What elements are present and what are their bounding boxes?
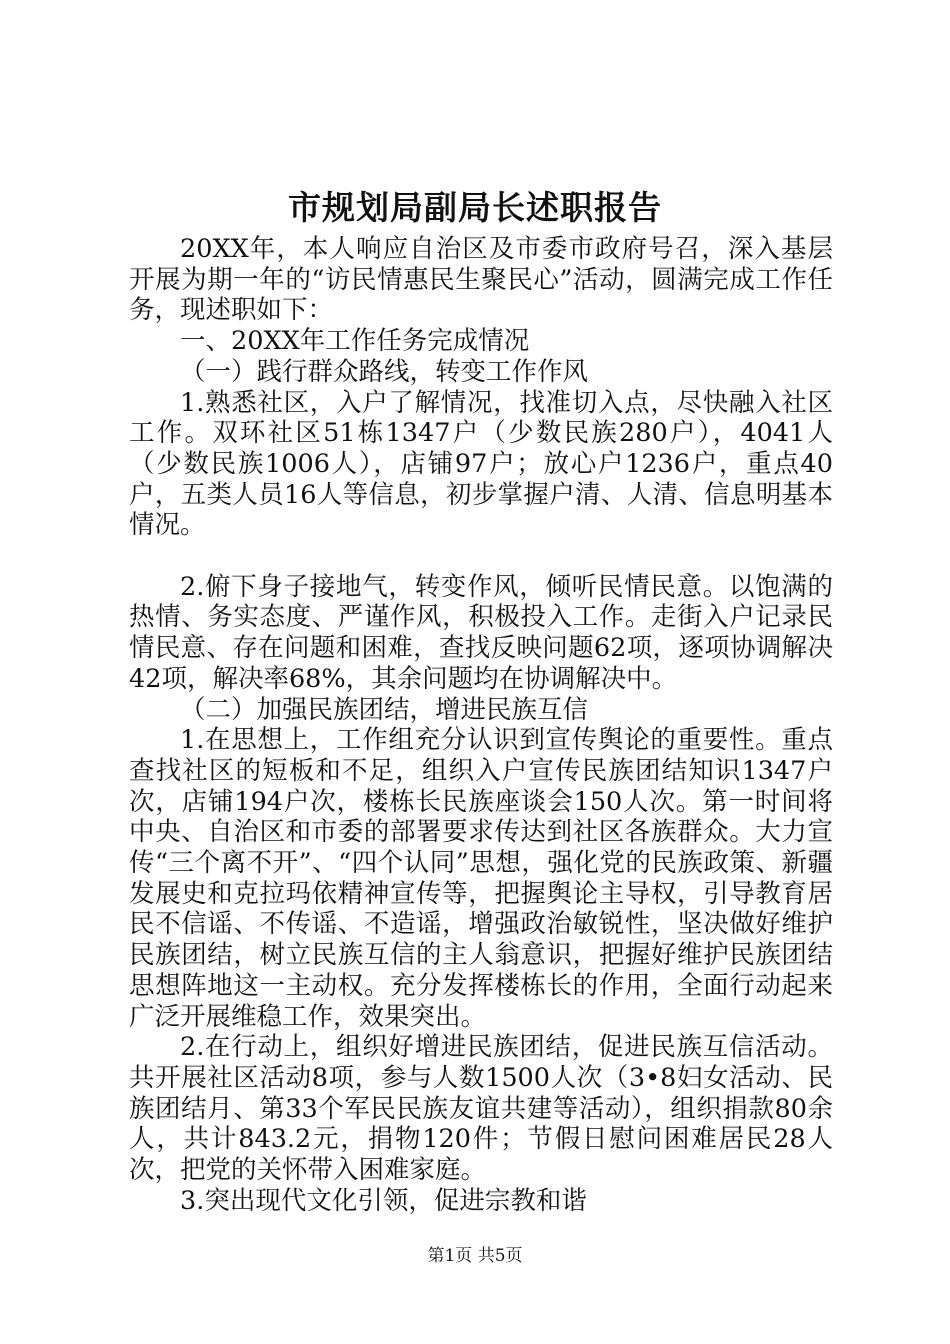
body-paragraph: 2.俯下身子接地气，转变作风，倾听民情民意。以饱满的热情、务实态度、严谨作风，积极投入工作。走街入户记录民情民意、存在问题和困难，查找反映问题62项，逐项协调解决42项，解决率68%，其余问题均在协调解决中。 [129,571,833,694]
subsection-heading: （一）践行群众路线，转变工作作风 [180,356,589,387]
body-paragraph: 1.在思想上，工作组充分认识到宣传舆论的重要性。重点查找社区的短板和不足，组织入户宣传民族团结知识1347户次，店铺194户次，楼栋长民族座谈会150人次。第一时间将中央、自治区和市委的部署要求传达到社区各族群众。大力宣传“三个离不开”、“四个认同”思想，强化党的民族政策、新疆发展史和克拉玛依精神宣传等，把握舆论主导权，引导教育居民不信谣、不传谣、不造谣，增强政治敏锐性，坚决做好维护民族团结，树立民族互信的主人翁意识，把握好维护民族团结思想阵地这一主动权。充分发挥楼栋长的作用，全面行动起来广泛开展维稳工作，效果突出。 [129,725,833,1032]
body-paragraph: 2.在行动上，组织好增进民族团结，促进民族互信活动。共开展社区活动8项，参与人数1500人次（3•8妇女活动、民族团结月、第33个军民民族友谊共建等活动），组织捐款80余人，共计843.2元，捐物120件；节假日慰问困难居民28人次，把党的关怀带入困难家庭。 [129,1032,833,1186]
section-heading: 一、20XX年工作任务完成情况 [180,326,530,357]
body-paragraph: 1.熟悉社区，入户了解情况，找准切入点，尽快融入社区工作。双环社区51栋1347户（少数民族280户），4041人（少数民族1006人），店铺97户；放心户1236户，重点40户，五类人员16人等信息，初步掌握户清、人清、信息明基本情况。 [129,387,833,541]
intro-paragraph: 20XX年，本人响应自治区及市委市政府号召，深入基层开展为期一年的“访民情惠民生聚民心”活动，圆满完成工作任务，现述职如下： [129,234,833,326]
document-title: 市规划局副局长述职报告 [288,188,662,227]
page-footer: 第1页 共5页 [427,1246,523,1266]
document-body [129,234,833,1216]
body-paragraph: 3.突出现代文化引领，促进宗教和谐 [180,1185,587,1216]
subsection-heading: （二）加强民族团结，增进民族互信 [180,694,589,725]
